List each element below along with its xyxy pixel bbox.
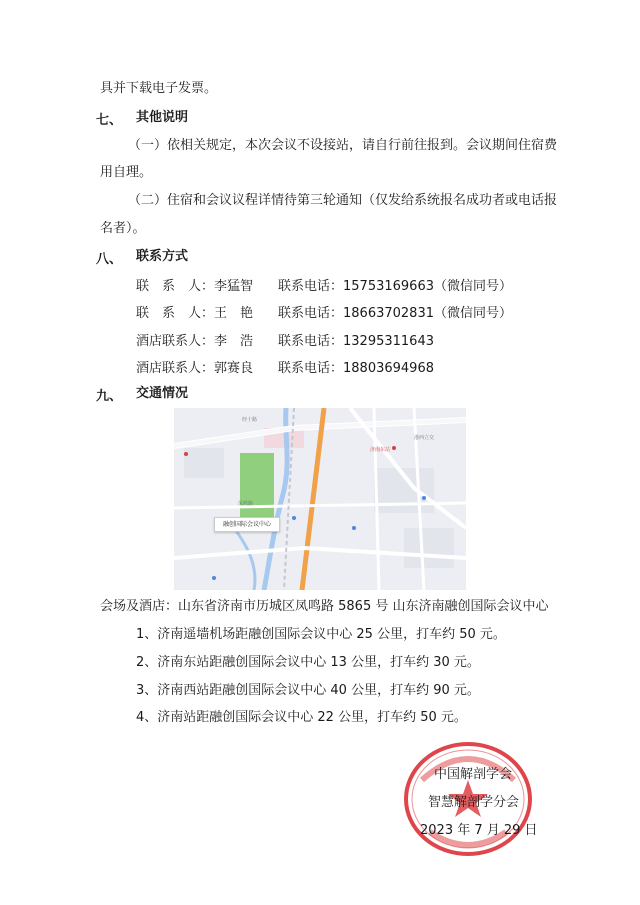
section7-p1-line2: 用自理。	[100, 165, 153, 180]
section9-title: 交通情况	[136, 386, 189, 401]
signature-org2: 智慧解剖学分会	[428, 795, 520, 810]
route-2: 2、济南东站距融创国际会议中心 13 公里，打车约 30 元。	[136, 655, 480, 670]
location-map	[174, 408, 466, 590]
section7-title: 其他说明	[136, 110, 189, 125]
section8-title: 联系方式	[136, 249, 189, 264]
section7-p1-line1: （一）依相关规定，本次会议不设接站，请自行前往报到。会议期间住宿费	[128, 138, 558, 153]
contact-phone-1: 联系电话：15753169663（微信同号）	[278, 279, 512, 294]
signature-date: 2023 年 7 月 29 日	[420, 823, 538, 838]
map-label-fengming-road: 凤鸣路	[238, 501, 254, 507]
section8-number: 八、	[96, 252, 123, 267]
signature-org1: 中国解剖学会	[434, 767, 513, 782]
map-label-jingshi-road: 经十路	[242, 417, 258, 423]
contact-label-1: 联 系 人：李猛智	[136, 279, 254, 294]
venue-address: 会场及酒店：山东省济南市历城区凤鸣路 5865 号 山东济南融创国际会议中心	[100, 599, 549, 614]
section9-number: 九、	[96, 389, 123, 404]
contact-label-2: 联 系 人：王 艳	[136, 306, 254, 321]
contact-phone-4: 联系电话：18803694968	[278, 361, 434, 376]
contact-phone-2: 联系电话：18663702831（微信同号）	[278, 306, 512, 321]
contact-phone-3: 联系电话：13295311643	[278, 334, 434, 349]
map-label-interchange: 港西立交	[414, 435, 435, 441]
map-venue-pin: 融创国际会议中心	[214, 517, 280, 532]
contact-label-3: 酒店联系人：李 浩	[136, 334, 254, 349]
route-4: 4、济南站距融创国际会议中心 22 公里，打车约 50 元。	[136, 710, 467, 725]
section7-number: 七、	[96, 113, 123, 128]
route-1: 1、济南遥墙机场距融创国际会议中心 25 公里，打车约 50 元。	[136, 627, 506, 642]
intro-tail-text: 具并下载电子发票。	[100, 81, 218, 96]
section7-p2-line1: （二）住宿和会议议程详情待第三轮通知（仅发给系统报名成功者或电话报	[128, 193, 558, 208]
section7-p2-line2: 名者）。	[100, 221, 146, 236]
contact-label-4: 酒店联系人：郭赛良	[136, 361, 254, 376]
route-3: 3、济南西站距融创国际会议中心 40 公里，打车约 90 元。	[136, 683, 480, 698]
map-label-east-station: 济南东站	[370, 447, 391, 453]
park-area	[240, 453, 274, 523]
